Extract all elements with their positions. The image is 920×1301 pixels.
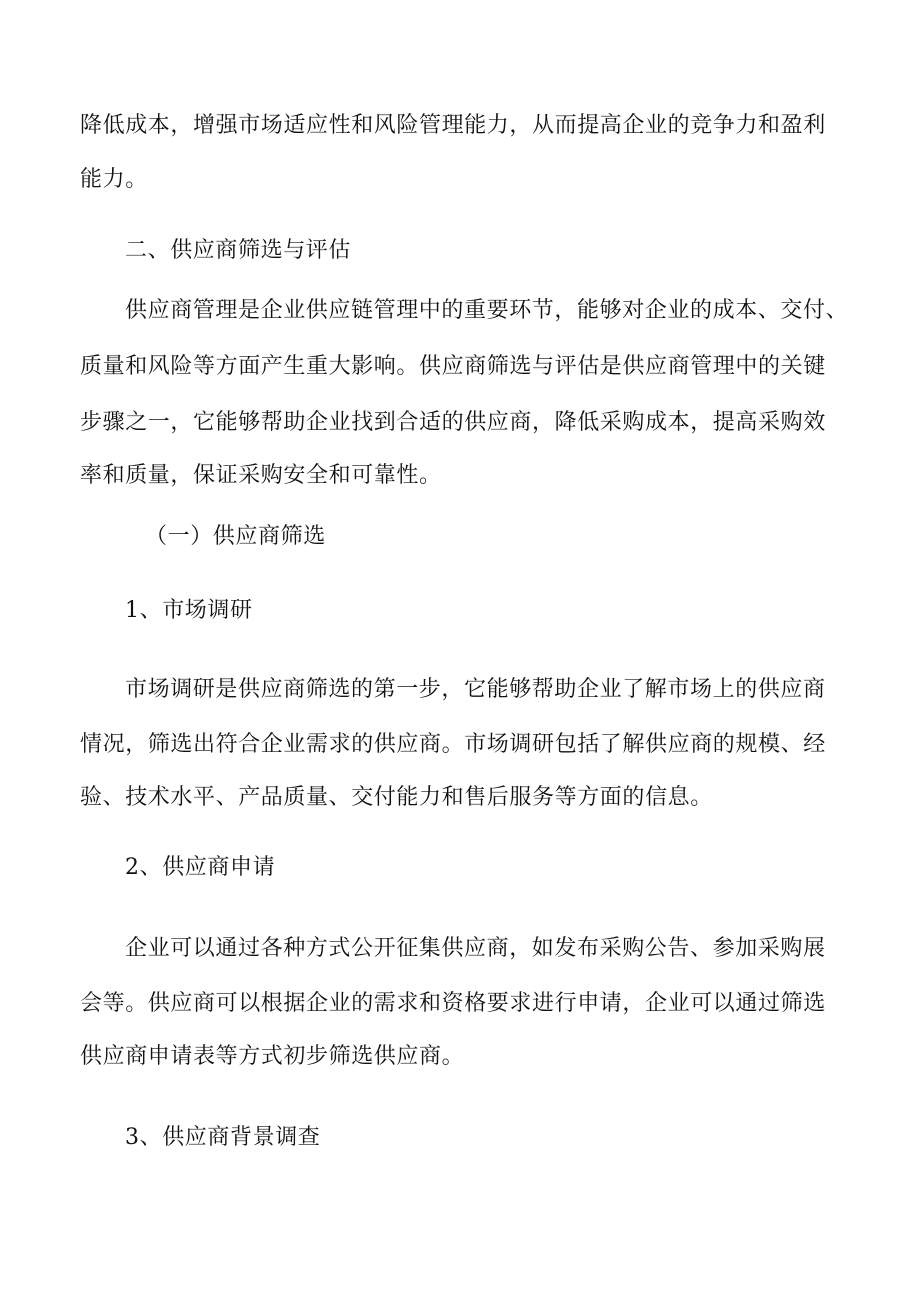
item-heading: 3、供应商背景调查	[125, 1125, 321, 1150]
paragraph-line: 降低成本，增强市场适应性和风险管理能力，从而提高企业的竞争力和盈利	[80, 113, 826, 138]
paragraph-line: 步骤之一，它能够帮助企业找到合适的供应商，降低采购成本，提高采购效	[80, 410, 826, 435]
paragraph-line: 供应商管理是企业供应链管理中的重要环节，能够对企业的成本、交付、	[125, 298, 849, 323]
paragraph-line: 市场调研是供应商筛选的第一步，它能够帮助企业了解市场上的供应商	[125, 677, 826, 702]
paragraph-line: 企业可以通过各种方式公开征集供应商，如发布采购公告、参加采购展	[125, 936, 826, 961]
paragraph-line: 供应商申请表等方式初步筛选供应商。	[80, 1044, 465, 1069]
paragraph-line: 质量和风险等方面产生重大影响。供应商筛选与评估是供应商管理中的关键	[80, 354, 826, 379]
item-heading: 2、供应商申请	[125, 855, 276, 880]
paragraph-line: 能力。	[80, 167, 148, 192]
paragraph-line: 验、技术水平、产品质量、交付能力和售后服务等方面的信息。	[80, 785, 713, 810]
paragraph-line: 会等。供应商可以根据企业的需求和资格要求进行申请，企业可以通过筛选	[80, 991, 826, 1016]
paragraph-line: 率和质量，保证采购安全和可靠性。	[80, 463, 442, 488]
item-heading: 1、市场调研	[125, 598, 253, 623]
section-heading: 二、供应商筛选与评估	[125, 238, 352, 263]
paragraph-line: 情况，筛选出符合企业需求的供应商。市场调研包括了解供应商的规模、经	[80, 732, 826, 757]
subsection-heading: （一）供应商筛选	[145, 524, 326, 549]
